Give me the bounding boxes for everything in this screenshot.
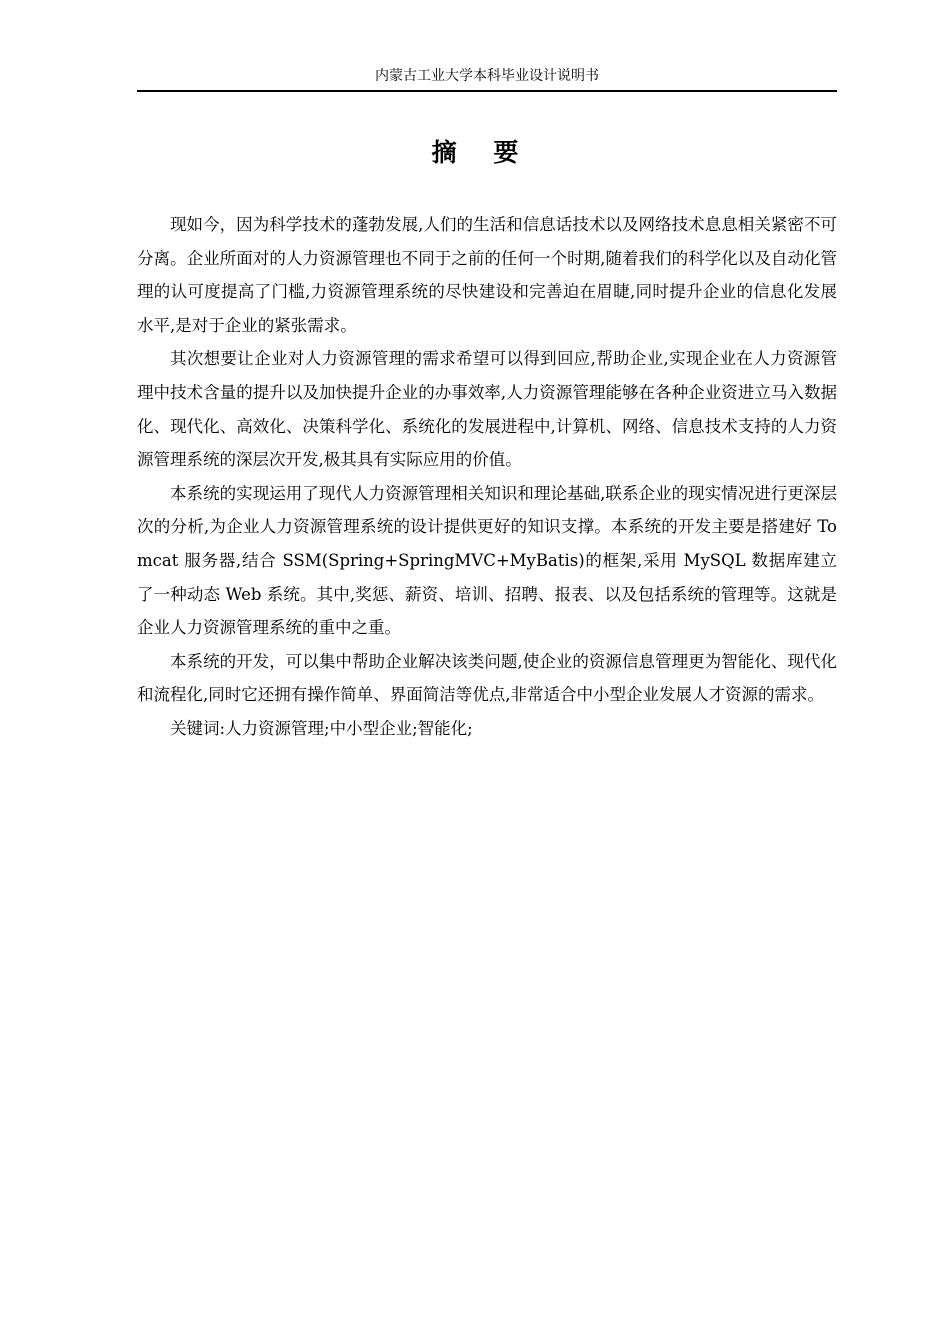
page-header: [137, 66, 837, 92]
page-title: 摘 要: [431, 138, 533, 167]
abstract-paragraph-2: 其次想要让企业对人力资源管理的需求希望可以得到回应,帮助企业,实现企业在人力资源管理中技术含量的提升以及加快提升企业的办事效率,人力资源管理能够在各种企业资进立马入数据化、现代化、高效化、决策科学化、系统化的发展进程中,计算机、网络、信息技术支持的人力资源管理系统的深层次开发,极其具有实际应用的价值。: [137, 349, 837, 470]
abstract-paragraph-1: 现如今，因为科学技术的蓬勃发展,人们的生活和信息话技术以及网络技术息息相关紧密不可分离。企业所面对的人力资源管理也不同于之前的任何一个时期,随着我们的科学化以及自动化管理的认可度提高了门槛,力资源管理系统的尽快建设和完善迫在眉睫,同时提升企业的信息化发展水平,是对于企业的紧张需求。: [137, 215, 837, 335]
abstract-body: [137, 208, 837, 746]
abstract-paragraph-3: 本系统的实现运用了现代人力资源管理相关知识和理论基础,联系企业的现实情况进行更深层次的分析,为企业人力资源管理系统的设计提供更好的知识支撑。本系统的开发主要是搭建好 Tomcat 服务器,结合 SSM(Spring+SpringMVC+MyBatis)的框架,采用 MySQL 数据库建立了一种动态 Web 系统。其中,奖惩、薪资、培训、招聘、报表、以及包括系统的管理等。这就是企业人力资源管理系统的重中之重。: [137, 483, 837, 638]
header-title: 内蒙古工业大学本科毕业设计说明书: [375, 68, 599, 84]
abstract-paragraph-4: 本系统的开发，可以集中帮助企业解决该类问题,使企业的资源信息管理更为智能化、现代化和流程化,同时它还拥有操作简单、界面简洁等优点,非常适合中小型企业发展人才资源的需求。: [137, 651, 837, 705]
keywords-line: 关键词:人力资源管理;中小型企业;智能化;: [170, 718, 473, 738]
